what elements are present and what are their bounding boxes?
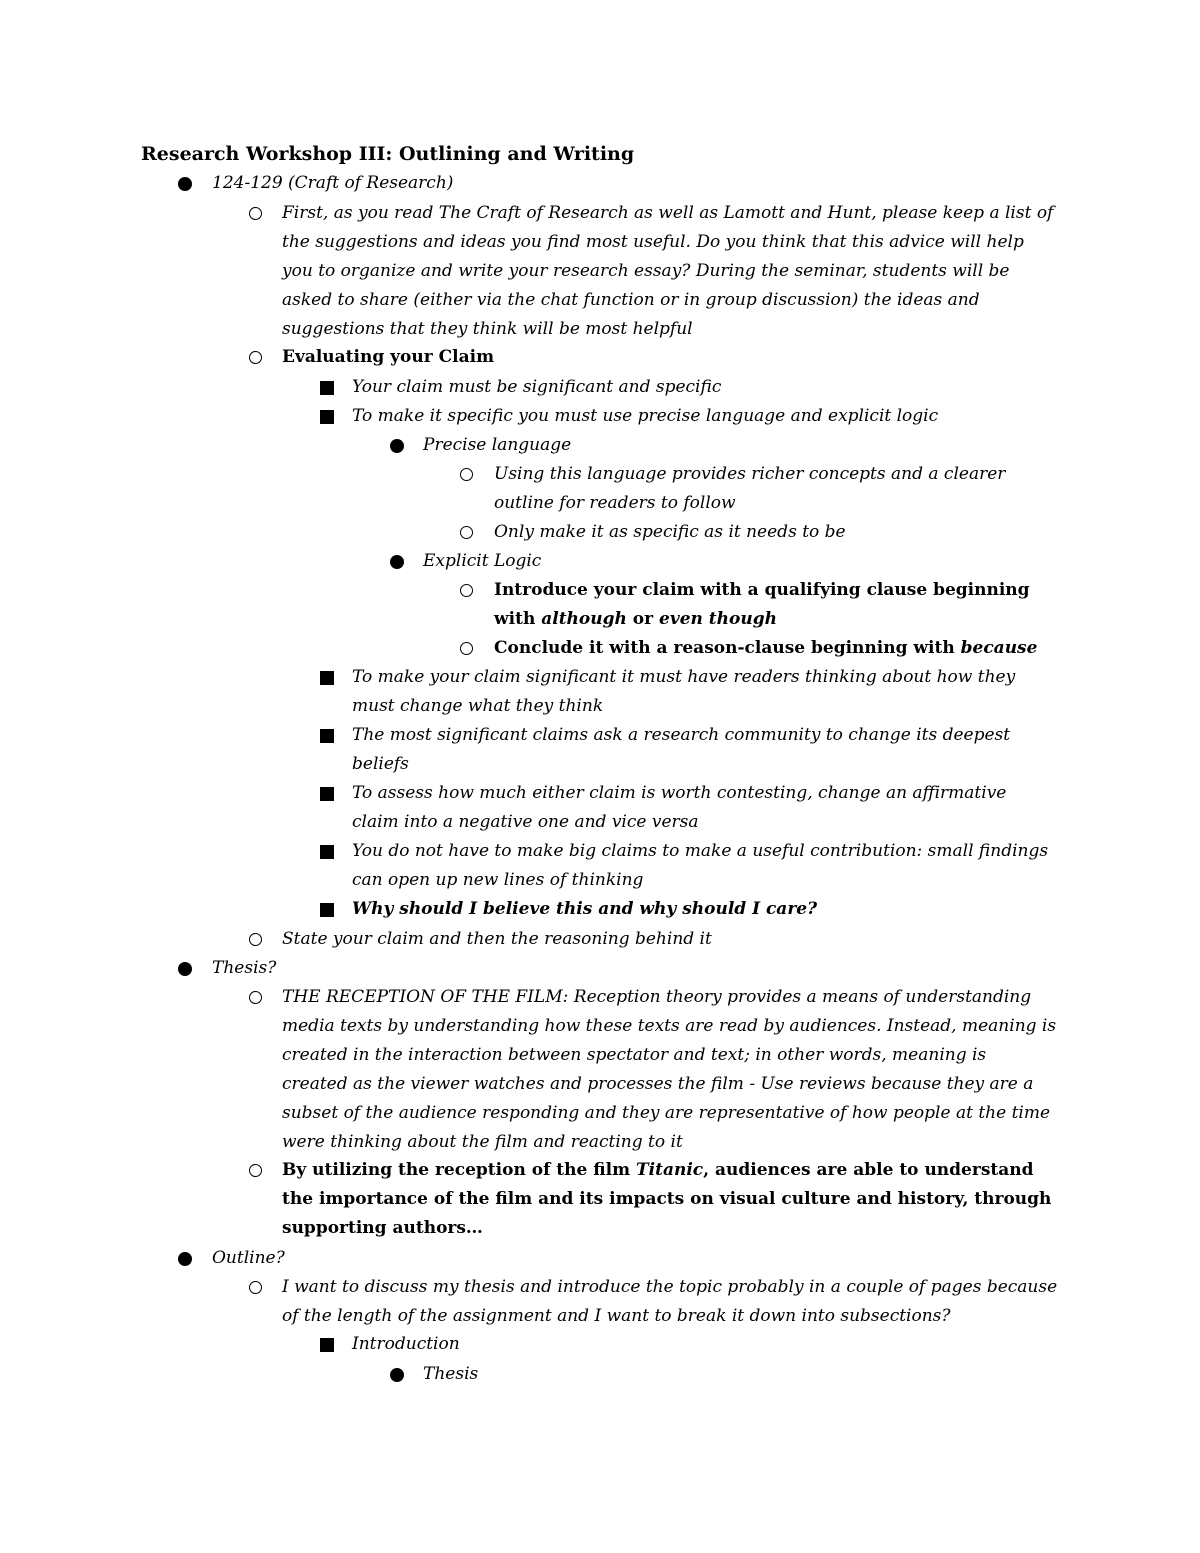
item-heading: Evaluating your Claim	[282, 347, 495, 367]
item-text: I want to discuss my thesis and introduce the topic probably in a couple of pages because of the length of the assignment and I want to break it down into subsections?	[282, 1277, 1058, 1326]
item-text: Thesis?	[212, 958, 277, 978]
item-text	[494, 634, 1094, 663]
emphasis-text: because	[960, 638, 1038, 658]
bullet-square-icon	[320, 845, 334, 859]
item-text	[282, 1156, 1062, 1243]
bullet-dot-icon	[390, 439, 404, 453]
item-text: Your claim must be significant and specific	[352, 377, 722, 397]
bullet-square-icon	[320, 787, 334, 801]
bullet-dot-icon	[390, 1368, 404, 1382]
item-text: Explicit Logic	[423, 551, 542, 571]
bullet-circle-icon	[460, 642, 473, 655]
item-text: Introduction	[352, 1334, 460, 1354]
bullet-square-icon	[320, 1338, 334, 1352]
emphasis-text: even though	[659, 609, 777, 629]
text-run: Introduce your claim with a qualifying clause beginning with	[494, 580, 1030, 629]
bullet-circle-icon	[249, 1281, 262, 1294]
bullet-square-icon	[320, 729, 334, 743]
emphasis-text: although	[541, 609, 627, 629]
bullet-dot-icon	[390, 555, 404, 569]
item-text: You do not have to make big claims to make a useful contribution: small findings can open up new lines of thinking	[352, 841, 1049, 890]
text-run: Conclude it with a reason-clause beginning with	[494, 638, 961, 658]
document-title: Research Workshop III: Outlining and Writing	[141, 143, 635, 165]
bullet-circle-icon	[460, 526, 473, 539]
bullet-circle-icon	[249, 351, 262, 364]
bullet-circle-icon	[249, 991, 262, 1004]
item-text: The most significant claims ask a research community to change its deepest beliefs	[352, 725, 1011, 774]
bullet-dot-icon	[178, 1252, 192, 1266]
item-text: Precise language	[423, 435, 572, 455]
bullet-square-icon	[320, 903, 334, 917]
text-run: By utilizing the reception of the film	[282, 1160, 636, 1180]
bullet-circle-icon	[249, 207, 262, 220]
emphasis-text: Titanic	[635, 1160, 704, 1180]
item-text: 124-129 (Craft of Research)	[212, 173, 454, 193]
item-text: To make your claim significant it must have readers thinking about how they must change what they think	[352, 667, 1016, 716]
item-text: Why should I believe this and why should I care?	[352, 899, 818, 919]
bullet-square-icon	[320, 671, 334, 685]
bullet-circle-icon	[249, 1164, 262, 1177]
item-text: Only make it as specific as it needs to be	[494, 522, 846, 542]
item-text: First, as you read The Craft of Research as well as Lamott and Hunt, please keep a list of the suggestions and ideas you find most useful. Do you think that this advice will help you to organize and write your research essay? During the seminar, students will be asked to share (either via the chat function or in group discussion) the ideas and suggestions that they think will be most helpful	[282, 203, 1054, 339]
item-text: To make it specific you must use precise language and explicit logic	[352, 406, 939, 426]
item-text: Using this language provides richer concepts and a clearer outline for readers to follow	[494, 464, 1006, 513]
bullet-dot-icon	[178, 177, 192, 191]
bullet-circle-icon	[249, 933, 262, 946]
bullet-square-icon	[320, 410, 334, 424]
bullet-circle-icon	[460, 468, 473, 481]
bullet-square-icon	[320, 381, 334, 395]
text-run: , audiences are able to understand the importance of the film and its impacts on visual culture and history, through supporting authors…	[282, 1160, 1052, 1238]
item-text: State your claim and then the reasoning behind it	[282, 929, 712, 949]
item-text: Thesis	[423, 1364, 479, 1384]
bullet-circle-icon	[460, 584, 473, 597]
item-text: Outline?	[212, 1248, 285, 1268]
item-text: To assess how much either claim is worth contesting, change an affirmative claim into a negative one and vice versa	[352, 783, 1007, 832]
text-run: or	[626, 609, 660, 629]
bullet-dot-icon	[178, 962, 192, 976]
item-text	[494, 576, 1064, 634]
item-text: THE RECEPTION OF THE FILM: Reception theory provides a means of understanding media texts by understanding how these texts are read by audiences. Instead, meaning is created in the interaction between spectator and text; in other words, meaning is created as the viewer watches and processes the film - Use reviews because they are a subset of the audience responding and they are representative of how people at the time were thinking about the film and reacting to it	[282, 987, 1057, 1152]
